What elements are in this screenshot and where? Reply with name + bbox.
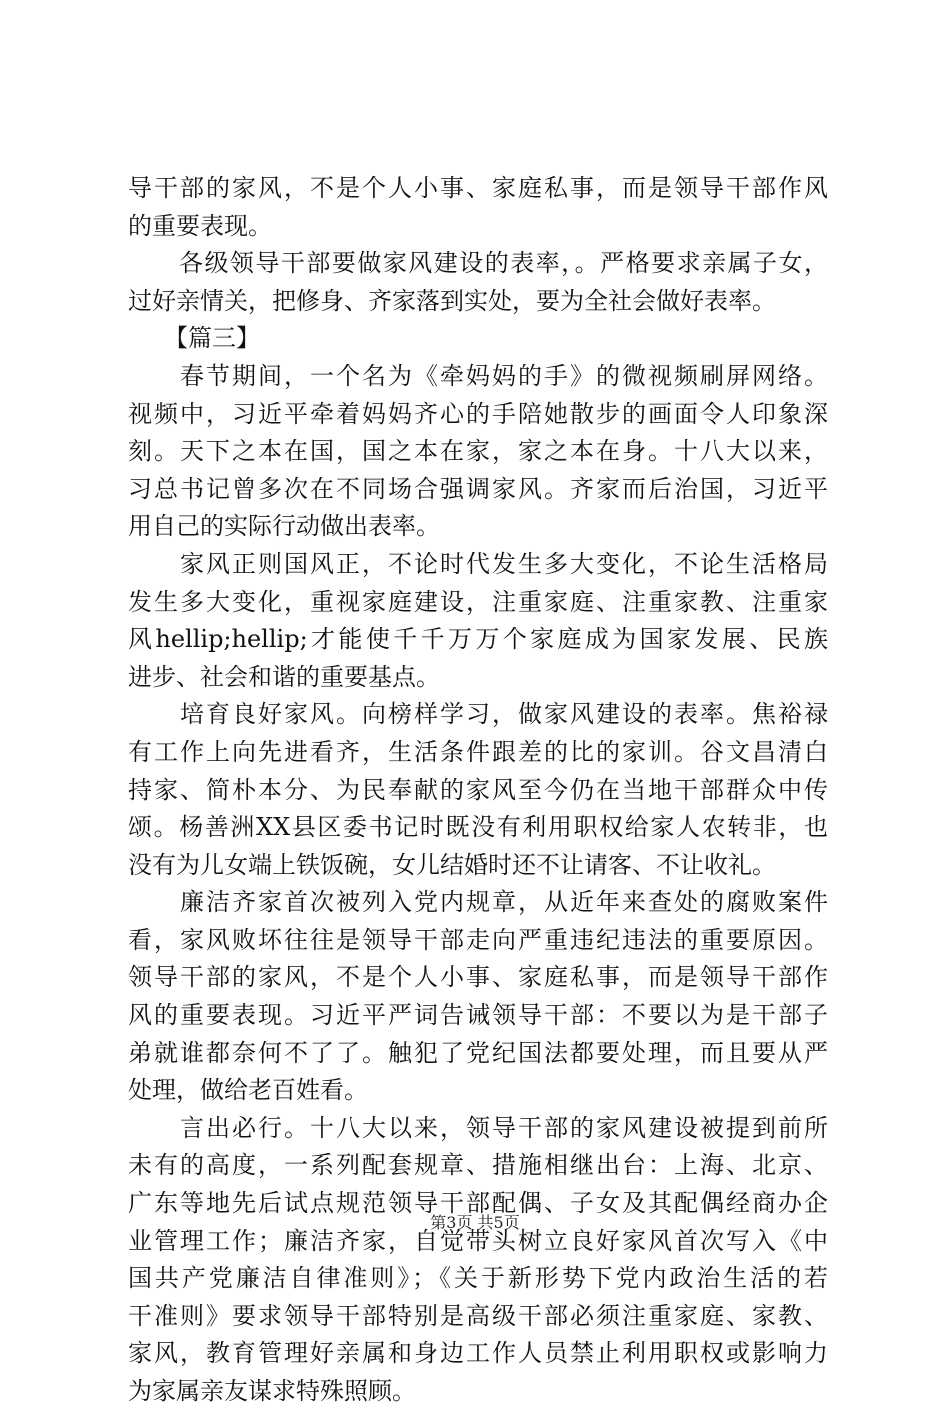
text-line: 风的重要表现。习近平严词告诫领导干部：不要以为是干部子 (128, 1001, 828, 1030)
text-line: 国共产党廉洁自律准则》；《关于新形势下党内政治生活的若 (128, 1264, 828, 1293)
text-line: 有工作上向先进看齐，生活条件跟差的比的家训。谷文昌清白 (128, 737, 828, 766)
text-line: 刻。天下之本在国，国之本在家，家之本在身。十八大以来， (128, 437, 828, 466)
text-line: 看，家风败坏往往是领导干部走向严重违纪违法的重要原因。 (128, 925, 828, 954)
text-line: 干准则》要求领导干部特别是高级干部必须注重家庭、家教、 (128, 1301, 828, 1330)
text-line: 弟就谁都奈何不了了。触犯了党纪国法都要处理，而且要从严 (128, 1038, 828, 1067)
text-line: 视频中，习近平牵着妈妈齐心的手陪她散步的画面令人印象深 (128, 399, 828, 428)
text-line: 广东等地先后试点规范领导干部配偶、子女及其配偶经商办企 (128, 1189, 828, 1218)
text-line: 用自己的实际行动做出表率。 (128, 512, 440, 541)
text-line: 的重要表现。 (128, 211, 272, 240)
text-line: 言出必行。十八大以来，领导干部的家风建设被提到前所 (128, 1113, 828, 1142)
text-line: 进步、社会和谐的重要基点。 (128, 662, 440, 691)
text-line: 廉洁齐家首次被列入党内规章，从近年来查处的腐败案件 (128, 888, 828, 917)
text-line: 为家属亲友谋求特殊照顾。 (128, 1377, 416, 1405)
text-line: 习总书记曾多次在不同场合强调家风。齐家而后治国，习近平 (128, 474, 828, 503)
text-line: 过好亲情关，把修身、齐家落到实处，要为全社会做好表率。 (128, 286, 776, 315)
text-line: 没有为儿女端上铁饭碗，女儿结婚时还不让请客、不让收礼。 (128, 850, 776, 879)
text-line: 未有的高度，一系列配套规章、措施相继出台：上海、北京、 (128, 1151, 828, 1180)
page-number: 第3页 共5页 (430, 1213, 520, 1232)
text-line: 业管理工作；廉洁齐家，自觉带头树立良好家风首次写入《中 (128, 1226, 828, 1255)
text-line: 各级领导干部要做家风建设的表率，。严格要求亲属子女， (128, 249, 828, 278)
text-line: 持家、简朴本分、为民奉献的家风至今仍在当地干部群众中传 (128, 775, 828, 804)
text-line: 风hellip;hellip;才能使千千万万个家庭成为国家发展、民族 (128, 625, 828, 654)
section-heading: 【篇三】 (128, 324, 260, 353)
text-line: 家风正则国风正，不论时代发生多大变化，不论生活格局 (128, 549, 828, 578)
text-line: 导干部的家风，不是个人小事、家庭私事，而是领导干部作风 (128, 174, 828, 202)
text-line: 培育良好家风。向榜样学习，做家风建设的表率。焦裕禄 (128, 700, 828, 729)
text-line: 处理，做给老百姓看。 (128, 1076, 368, 1105)
text-line: 春节期间，一个名为《牵妈妈的手》的微视频刷屏网络。 (128, 361, 828, 390)
text-line: 家风，教育管理好亲属和身边工作人员禁止利用职权或影响力 (128, 1339, 828, 1368)
text-line: 颂。杨善洲XX县区委书记时既没有利用职权给家人农转非，也 (128, 813, 828, 842)
text-line: 领导干部的家风，不是个人小事、家庭私事，而是领导干部作 (128, 963, 828, 992)
text-line: 发生多大变化，重视家庭建设，注重家庭、注重家教、注重家 (128, 587, 828, 616)
